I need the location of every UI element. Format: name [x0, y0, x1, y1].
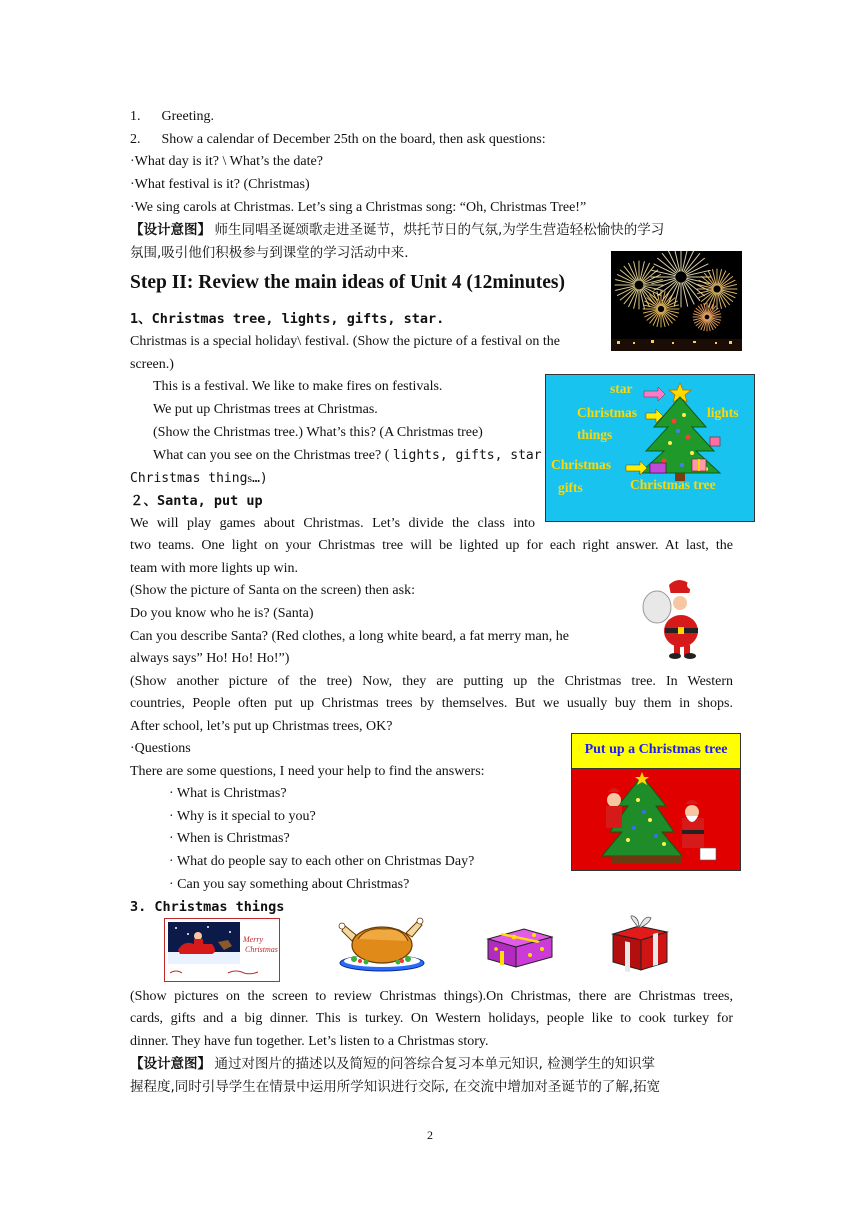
sign-banner: [572, 734, 740, 769]
design-intent-text: 通过对图片的描述以及简短的问答综合复习本单元知识, 检测学生的知识掌: [214, 1056, 656, 1072]
paragraph: two teams. One light on your Christmas tree will be lighted up for each right answer. At last, the: [130, 538, 733, 553]
step-heading: Step II: Review the main ideas of Unit 4 (12minutes): [130, 272, 565, 293]
section-title: 3. Christmas things: [130, 899, 285, 915]
red-gift-image: [605, 912, 673, 972]
label-christmas-things: Christmas: [577, 405, 637, 420]
paragraph: We will play games about Christmas. Let’s divide the class into: [130, 516, 535, 531]
decorating-tree-icon: [572, 770, 740, 870]
section-number: ２、: [130, 493, 157, 509]
paragraph: There are some questions, I need your help to find the answers:: [130, 764, 485, 779]
santa-image: [641, 577, 713, 659]
put-up-tree-sign: [571, 733, 741, 871]
paragraph: (Show another picture of the tree) Now, they are putting up the Christmas tree. In Western: [130, 674, 733, 689]
item-text: Greeting.: [161, 109, 214, 124]
paragraph: (Show the Christmas tree.) What’s this? (A Christmas tree): [153, 425, 483, 440]
question-item: · Can you say something about Christmas?: [169, 877, 410, 892]
paragraph: countries, People often put up Christmas trees by themselves. But we usually buy them in shops.: [130, 696, 733, 711]
item-text: Show a calendar of December 25th on the board, then ask questions:: [161, 132, 546, 147]
item-1: [130, 107, 214, 127]
item-number: 1.: [130, 109, 141, 124]
text-run: What can you see on the Christmas tree? (: [153, 448, 390, 463]
paragraph: This is a festival. We like to make fires on festivals.: [153, 379, 443, 394]
paragraph: (Show the picture of Santa on the screen) then ask:: [130, 583, 415, 598]
label-christmas-gifts: Christmas: [551, 457, 611, 472]
item-2: [130, 130, 546, 150]
design-intent-tag: 【设计意图】: [130, 222, 211, 238]
label-star: star: [610, 381, 633, 396]
paragraph: We put up Christmas trees at Christmas.: [153, 402, 378, 417]
design-intent-text: 师生同唱圣诞颂歌走进圣诞节，烘托节日的气氛,为学生营造轻松愉快的学习: [214, 222, 665, 238]
section-title: [130, 491, 263, 512]
design-intent-text: 氛围,吸引他们积极参与到课堂的学习活动中来.: [130, 245, 409, 261]
text-run: Christmas thing: [130, 471, 248, 486]
christmas-tree-diagram: [545, 374, 755, 522]
paragraph: cards, gifts and a big dinner. This is turkey. On Western holidays, people like to cook turkey for: [130, 1011, 733, 1026]
design-intent: [130, 220, 664, 241]
paragraph: [130, 468, 268, 489]
text-run: lights, gifts, star: [392, 448, 542, 463]
question-item: · What do people say to each other on Christmas Day?: [169, 854, 475, 869]
section-title-text: Santa, put up: [157, 493, 263, 509]
label-christmas-things: things: [577, 427, 613, 442]
sleigh-icon: [168, 922, 240, 964]
section-title: 1、Christmas tree, lights, gifts, star.: [130, 311, 445, 327]
label-lights: lights: [707, 405, 739, 420]
paragraph: [153, 446, 542, 466]
item-number: 2.: [130, 132, 141, 147]
bullet-question: ·What day is it? \ What’s the date?: [130, 154, 323, 169]
christmas-tree-icon: [546, 375, 754, 521]
paragraph: Do you know who he is? (Santa): [130, 606, 314, 621]
question-item: · When is Christmas?: [169, 831, 290, 846]
sign-title: Put up a Christmas tree: [584, 742, 728, 757]
bullet-question: ·We sing carols at Christmas. Let’s sing a Christmas song: “Oh, Christmas Tree!”: [130, 200, 587, 215]
paragraph: (Show pictures on the screen to review Christmas things).On Christmas, there are Christmas trees,: [130, 989, 733, 1004]
question-item: · What is Christmas?: [169, 786, 287, 801]
fireworks-image: [611, 251, 742, 351]
paragraph: Can you describe Santa? (Red clothes, a long white beard, a fat merry man, he: [130, 629, 569, 644]
text-run: …): [252, 471, 268, 486]
card-text: Christmas: [245, 945, 278, 954]
turkey-image: [336, 911, 428, 973]
gift-box-image: [484, 925, 556, 970]
design-intent-tag: 【设计意图】: [130, 1056, 211, 1072]
paragraph: dinner. They have fun together. Let’s listen to a Christmas story.: [130, 1034, 489, 1049]
label-christmas-tree: Christmas tree: [630, 477, 716, 492]
label-christmas-gifts: gifts: [558, 480, 583, 495]
bullet-question: ·What festival is it? (Christmas): [130, 177, 310, 192]
design-intent-text: 握程度,同时引导学生在情景中运用所学知识进行交际, 在交流中增加对圣诞节的了解,拓宽: [130, 1079, 661, 1095]
paragraph: Christmas is a special holiday\ festival. (Show the picture of a festival on the: [130, 334, 561, 349]
paragraph: always says” Ho! Ho! Ho!”): [130, 651, 290, 666]
card-text: Merry: [243, 935, 263, 944]
paragraph: team with more lights up win.: [130, 561, 298, 576]
question-item: · Why is it special to you?: [169, 809, 316, 824]
design-intent: [130, 1054, 655, 1075]
christmas-card-image: [164, 918, 280, 982]
paragraph: screen.): [130, 357, 174, 372]
page-number: 2: [427, 1128, 433, 1142]
text-run: s: [247, 471, 253, 485]
questions-heading: ·Questions: [130, 741, 191, 756]
card-footer-icon: [168, 967, 276, 977]
paragraph: After school, let’s put up Christmas trees, OK?: [130, 719, 393, 734]
